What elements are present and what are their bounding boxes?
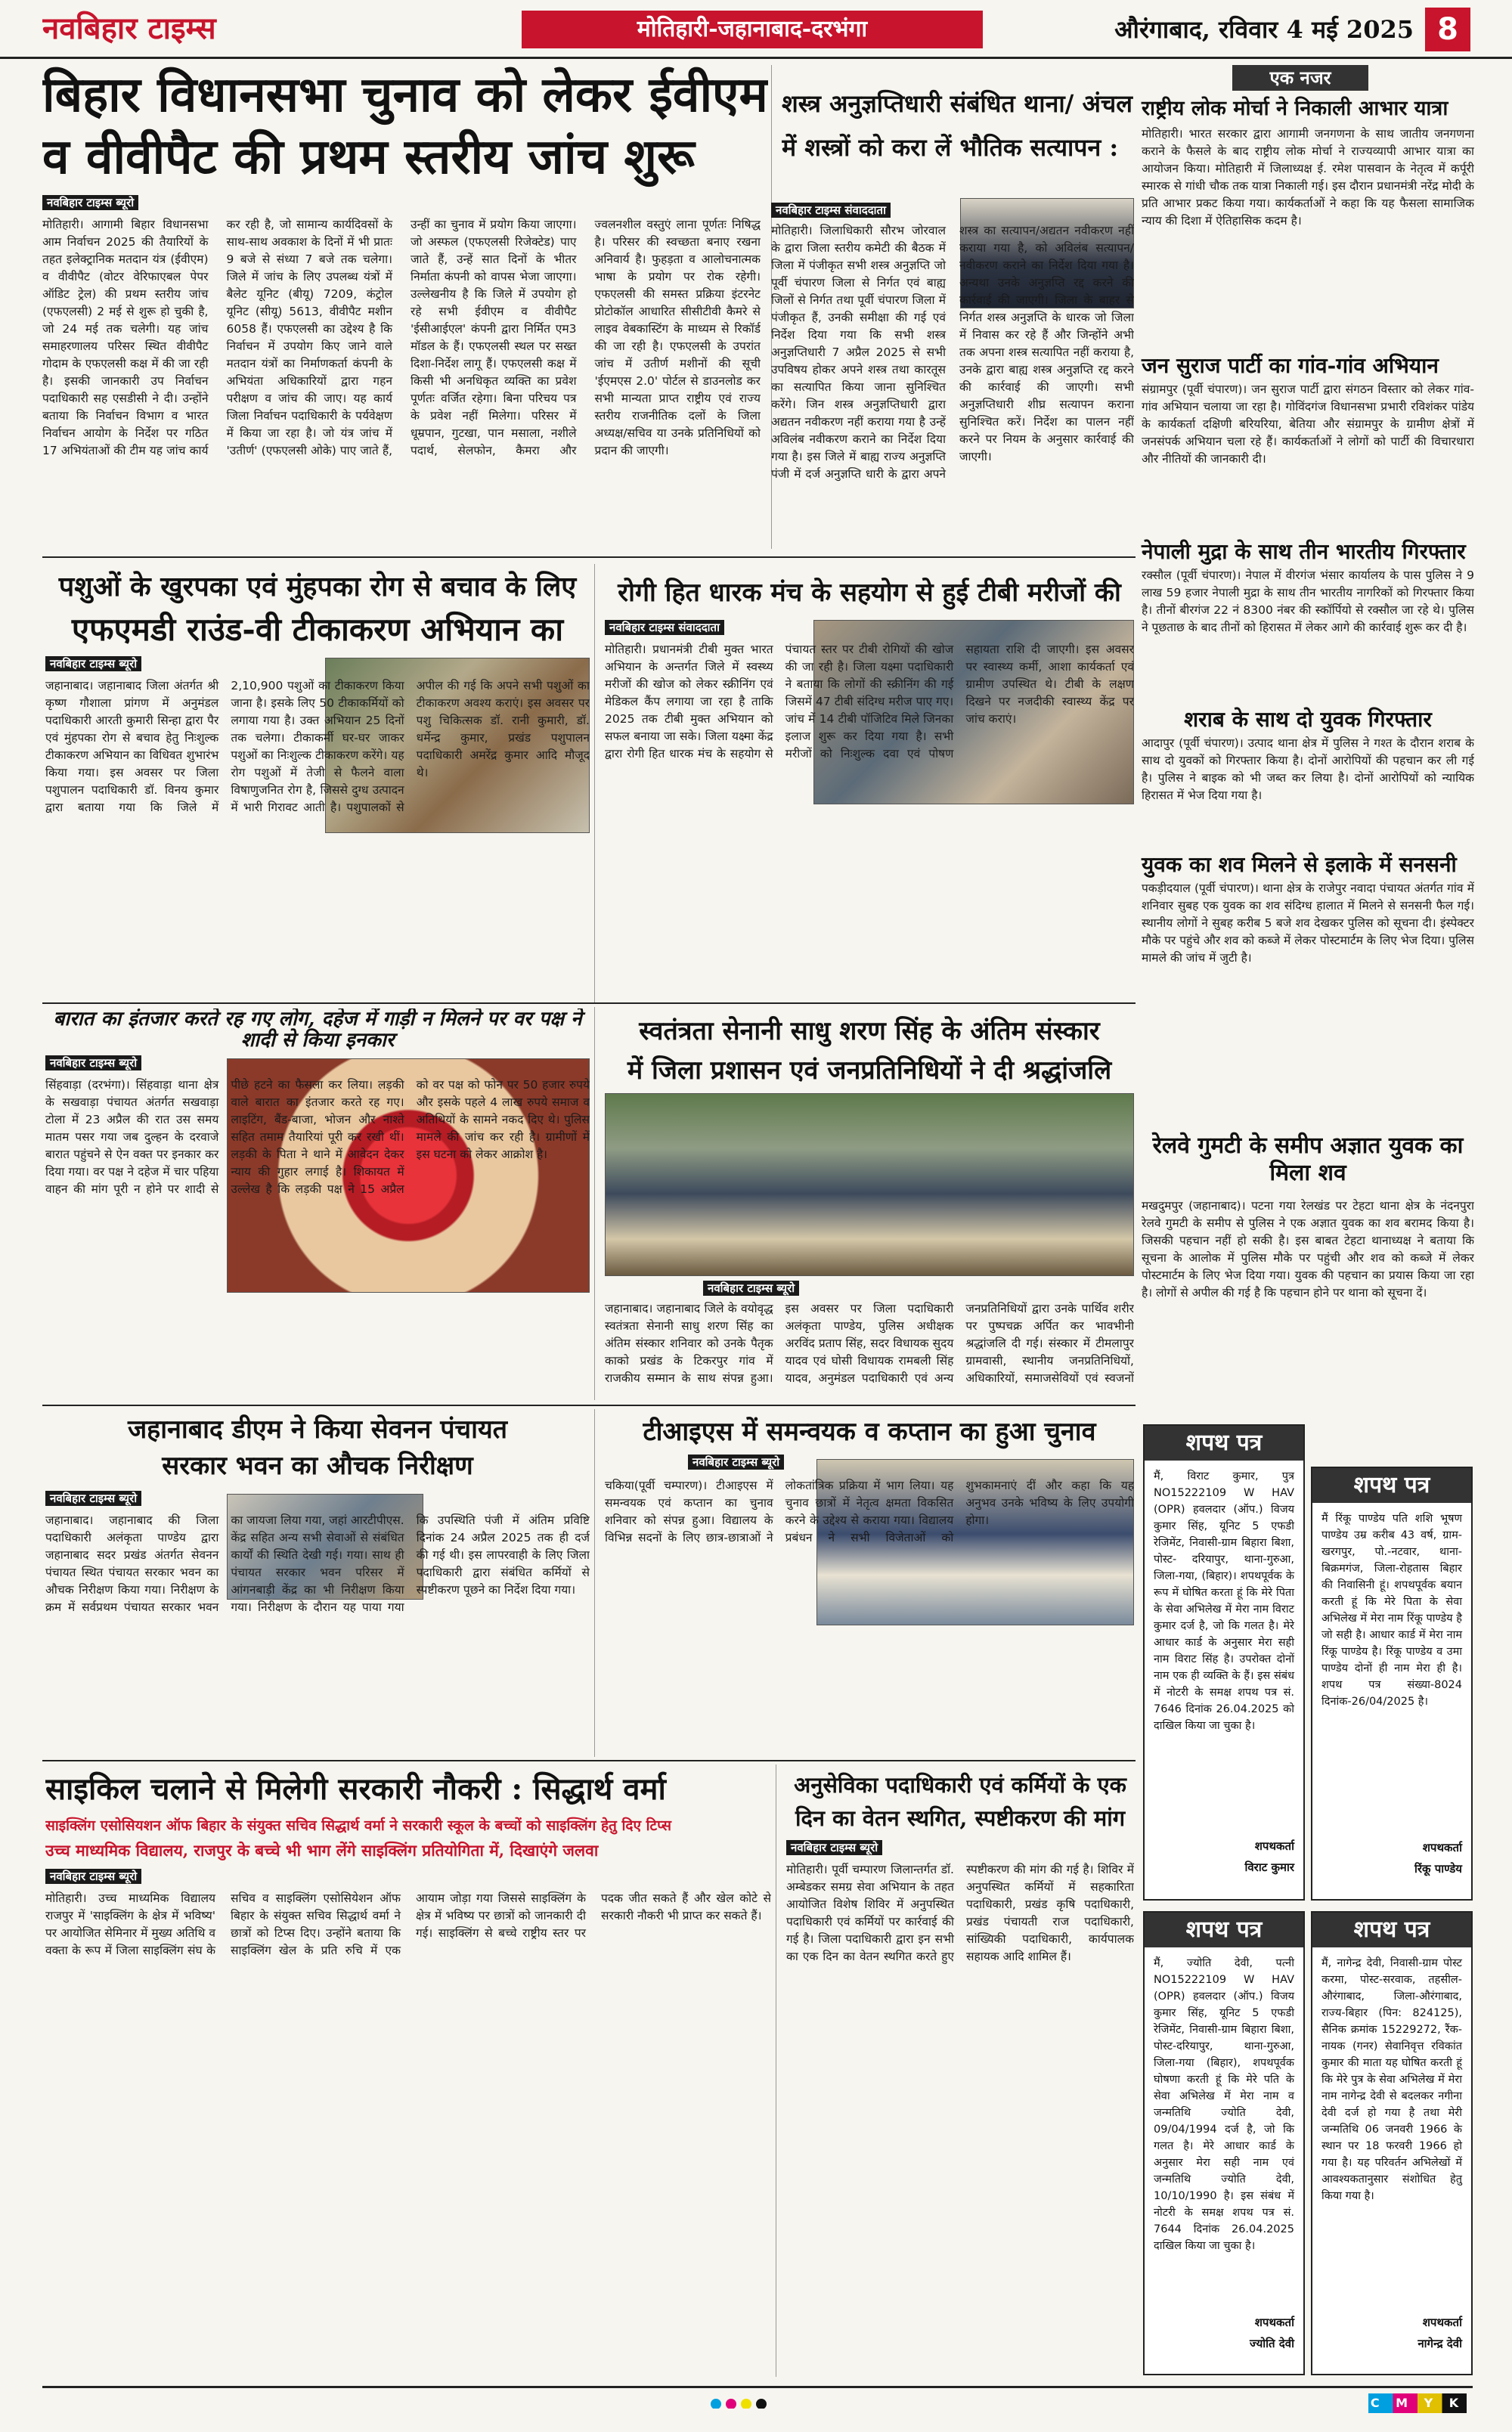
a10-headline-line1: अनुसेविका पदाधिकारी एवं कर्मियों के एक <box>794 1772 1126 1798</box>
s6-body: मखदुमपुर (जहानाबाद)। पटना गया रेलखंड पर टेहटा थाना क्षेत्र के नंदनपुरा रेलवे गुमटी के समीप से पुलिस ने एक अज्ञात युवक का शव बरामद किया है। जिसकी पहचान नहीं हो सकी है। इस बाबत टेहटा थानाध्यक्ष ने बताया कि सूचना के आलोक में पुलिस मौके पर पहुंची और शव को कब्जे में लेकर पोस्टमार्टम के लिए भेज दिया गया। युवक की पहचान का प्रयास किया जा रहा है। लोगों से अपील की गई है कि पहचान होने पर थाना को सूचना दें। <box>1142 1199 1474 1300</box>
a9-subheadline-1: साइक्लिंग एसोसियशन ऑफ बिहार के संयुक्त सचिव सिद्धार्थ वर्मा ने सरकारी स्कूल के बच्चों को साइक्लिंग हेतु दिए टिप्स <box>45 1817 671 1834</box>
a2-headline-line2: में शस्त्रों को करा लें भौतिक सत्यापन : <box>782 133 1119 162</box>
divider <box>42 1002 1136 1004</box>
s1-body: मोतिहारी। भारत सरकार द्वारा आगामी जनगणना के साथ जातीय जनगणना कराने के फैसले के बाद राष्ट्रीय लोक मोर्चा ने राज्यव्यापी आभार यात्रा का आयोजन किया। मोतिहारी में जिलाध्यक्ष ई. रमेश पासवान के नेतृत्व में कर्पूरी स्मारक से गांधी चौक तक यात्रा निकाली गई। इस दौरान प्रधानमंत्री नरेंद्र मोदी के प्रति आभार प्रकट किया गया। कार्यकर्ताओं ने कहा कि यह फैसला सामाजिक न्याय की दिशा में ऐतिहासिक कदम है। <box>1142 127 1474 228</box>
affidavit-title: शपथ पत्र <box>1312 1913 1471 1947</box>
a2-headline-line1: शस्त्र अनुज्ञप्तिधारी संबंधित थाना/ अंचल <box>782 89 1132 118</box>
masthead-editions: मोतिहारी-जहानाबाद-दरभंगा <box>522 11 983 48</box>
affidavit-text: मैं, नागेन्द्र देवी, निवासी-ग्राम पोस्ट करमा, पोस्ट-सरवाक, तहसील-औरंगाबाद, जिला-औरंगाबाद, राज्य-बिहार (पिन: 824125), सैनिक क्रमांक 15229272, रैंक-नायक (गनर) सेवानिवृत्त रविकांत कुमार की माता यह घोषित करती हूं कि मेरे पुत्र के सेवा अभिलेख में मेरा नाम नागेन्द्र देवी से बदलकर नगीना देवी दर्ज हो गया है तथा मेरी जन्मतिथि 06 जनवरी 1966 के स्थान पर 18 फरवरी 1966 हो गया है। यह परिवर्तन अभिलेखों में आवश्यकतानुसार संशोधित हेतु किया गया है। <box>1321 1957 1462 2202</box>
a1-headline-line2: व वीवीपैट की प्रथम स्तरीय जांच शुरू <box>42 129 695 185</box>
masthead <box>0 0 1512 59</box>
a7-headline-line1: जहानाबाद डीएम ने किया सेवनन पंचायत <box>127 1414 508 1445</box>
divider <box>42 1405 1136 1406</box>
affidavit-notice-4 <box>1311 1911 1473 2375</box>
cmyk-label: C M Y K <box>1368 2393 1467 2413</box>
affidavit-notice-2 <box>1311 1467 1473 1901</box>
a3-headline-line1: पशुओं के खुरपका एवं मुंहपका रोग से बचाव के लिए <box>58 571 577 603</box>
affidavit-text: मैं रिंकू पाण्डेय पति शशि भूषण पाण्डेय उम्र करीब 43 वर्ष, ग्राम-खरगपुर, पो.-नटवार, थाना-बिक्रमगंज, जिला-रोहतास बिहार की निवासिनी हूं। शपथपूर्वक बयान करती हूं कि मेरे पिता के सेवा अभिलेख में मेरा नाम रिंकू पाण्डेय है जो सही है। आधार कार्ड में मेरा नाम रिंकू पाण्डेय है। रिंकू पाण्डेय व उमा पाण्डेय दोनों ही नाम मेरा ही है। शपथ पत्र संख्या-8024 दिनांक-26/04/2025 है। <box>1321 1513 1462 1708</box>
affidavit-sig-label: शपथकर्ता <box>1422 2316 1462 2329</box>
a3-byline: नवबिहार टाइम्स ब्यूरो <box>45 656 219 674</box>
divider <box>42 556 1136 558</box>
a3-body: जहानाबाद। जहानाबाद जिला अंतर्गत श्री कृष्ण गौशाला प्रांगण में अनुमंडल पदाधिकारी आरती कुमारी सिन्हा द्वारा पैर एवं मुंहपका रोग से बचाव हेतु निःशुल्क टीकाकरण अभियान का विधिवत शुभारंभ किया गया। इस अवसर पर जिला पशुपालन पदाधिकारी डॉ. विनय कुमार द्वारा बताया गया कि जिले में 2,10,900 पशुओं का टीकाकरण किया जाना है। इसके लिए 50 टीकाकर्मियों को लगाया गया है। उक्त अभियान 25 दिनों तक चलेगा। टीकाकर्मी घर-घर जाकर पशुओं का निःशुल्क टीकाकरण करेंगे। यह रोग पशुओं में तेजी से फैलने वाला विषाणुजनित रोग है, जिससे दुग्ध उत्पादन में भारी गिरावट आती है। पशुपालकों से अपील की गई कि अपने सभी पशुओं का टीकाकरण अवश्य कराएं। इस अवसर पर पशु चिकित्सक डॉ. रानी कुमारी, डॉ. धर्मेन्द्र कुमार, प्रखंड पशुपालन पदाधिकारी अमरेंद्र कुमार आदि मौजूद थे। <box>45 679 590 814</box>
a8-body: चकिया(पूर्वी चम्पारण)। टीआइएस में समन्वयक एवं कप्तान का चुनाव शनिवार को संपन्न हुआ। विद्यालय के विभिन्न सदनों के लिए छात्र-छात्राओं ने लोकतांत्रिक प्रक्रिया में भाग लिया। यह चुनाव छात्रों में नेतृत्व क्षमता विकसित करने के उद्देश्य से कराया गया। विद्यालय प्रबंधन ने सभी विजेताओं को शुभकामनाएं दीं और कहा कि यह अनुभव उनके भविष्य के लिए उपयोगी होगा। <box>605 1479 1134 1544</box>
a10-headline-line2: दिन का वेतन स्थगित, स्पष्टीकरण की मांग <box>795 1805 1126 1831</box>
masthead-dateline: औरंगाबाद, रविवार 4 मई 2025 <box>1114 15 1414 44</box>
a5-body: सिंहवाड़ा (दरभंगा)। सिंहवाड़ा थाना क्षेत्र के सखवाड़ा पंचायत अंतर्गत सखवाड़ा टोला में 23 अप्रैल की रात उस समय मातम पसर गया जब दुल्हन के दरवाजे बारात पहुंचने से ऐन वक्त पर इनकार कर दिया गया। वर पक्ष ने दहेज में चार पहिया वाहन की मांग पूरी न होने पर शादी से पीछे हटने का फैसला कर लिया। लड़की वाले बारात का इंतजार करते रह गए। लाइटिंग, बैंड-बाजा, भोजन और नाश्ते सहित तमाम तैयारियां पूरी कर रखी थीं। लड़की के पिता ने थाने में आवेदन देकर न्याय की गुहार लगाई है। शिकायत में उल्लेख है कि लड़की पक्ष ने 15 अप्रैल को वर पक्ष को फोन पर 50 हजार रुपये और इसके पहले 4 लाख रुपये समाज व अतिथियों के सामने नकद दिए थे। पुलिस मामले की जांच कर रही है। ग्रामीणों में इस घटना को लेकर आक्रोश है। <box>45 1078 590 1196</box>
masthead-paper-name: नवबिहार टाइम्स <box>42 11 216 46</box>
registration-marks <box>711 2398 801 2409</box>
a9-byline: नवबिहार टाइम्स ब्यूरो <box>45 1869 219 1887</box>
s3-body: रक्सौल (पूर्वी चंपारण)। नेपाल में वीरगंज भंसार कार्यालय के पास पुलिस ने 9 लाख 59 हजार नेपाली मुद्रा के साथ तीन भारतीय नागरिकों को गिरफ्तार किया है। तीनों बीरगंज 22 नं 8300 नंबर की स्कॉर्पियो से रक्सौल जा रहे थे। पुलिस ने पूछताछ के बाद तीनों को हिरासत में लेकर आगे की कार्रवाई शुरू कर दी है। <box>1142 568 1474 634</box>
s5-body: पकड़ीदयाल (पूर्वी चंपारण)। थाना क्षेत्र के राजेपुर नवादा पंचायत अंतर्गत गांव में शनिवार सुबह एक युवक का शव संदिग्ध हालात में मिलने से सनसनी फैल गई। स्थानीय लोगों ने सुबह करीब 5 बजे शव देखकर पुलिस को सूचना दी। इंस्पेक्टर मौके पर पहुंचे और शव को कब्जे में लेकर पोस्टमार्टम के लिए भेज दिया। पुलिस मामले की जांच में जुटी है। <box>1142 881 1474 965</box>
affidavit-notice-3 <box>1143 1911 1305 2375</box>
affidavit-title: शपथ पत्र <box>1145 1913 1303 1947</box>
affidavit-signatory: विराट कुमार <box>1244 1860 1294 1874</box>
a4-byline: नवबिहार टाइम्स संवाददाता <box>605 620 801 638</box>
sidebar-label: एक नजर <box>1232 65 1368 91</box>
affidavit-sig-label: शपथकर्ता <box>1254 1839 1294 1853</box>
affidavit-notice-1 <box>1143 1424 1305 1901</box>
a7-body: जहानाबाद। जहानाबाद की जिला पदाधिकारी अलंकृता पाण्डेय द्वारा जहानाबाद सदर प्रखंड अंतर्गत सेवनन पंचायत स्थित पंचायत सरकार भवन का औचक निरीक्षण किया गया। निरीक्षण के क्रम में सर्वप्रथम पंचायत सरकार भवन का जायजा लिया गया, जहां आरटीपीएस. केंद्र सहित अन्य सभी सेवाओं से संबंधित कार्यों की स्थिति देखी गई। गया। साथ ही पंचायत सरकार भवन परिसर में आंगनबाड़ी केंद्र का भी निरीक्षण किया गया। निरीक्षण के दौरान यह पाया गया कि उपस्थिति पंजी में अंतिम प्रविष्टि दिनांक 24 अप्रैल 2025 तक ही दर्ज की गई थी। इस लापरवाही के लिए जिला पदाधिकारी द्वारा संबंधित कर्मियों से स्पष्टीकरण पूछने का निर्देश दिया गया। <box>45 1513 590 1614</box>
a3-headline-line2: एफएमडी राउंड-वी टीकाकरण अभियान का <box>71 611 564 648</box>
a9-headline: साइकिल चलाने से मिलेगी सरकारी नौकरी : सिद्धार्थ वर्मा <box>45 1771 666 1807</box>
a2-byline: नवबिहार टाइम्स संवाददाता <box>771 203 968 221</box>
a7-byline: नवबिहार टाइम्स ब्यूरो <box>45 1491 219 1509</box>
footer-rule <box>42 2386 1473 2388</box>
s5-headline: युवक का शव मिलने से इलाके में सनसनी <box>1142 852 1457 877</box>
a6-byline: नवबिहार टाइम्स ब्यूरो <box>703 1281 885 1299</box>
affidavit-title: शपथ पत्र <box>1145 1426 1303 1461</box>
s2-body: संग्रामपुर (पूर्वी चंपारण)। जन सुराज पार्टी द्वारा संगठन विस्तार को लेकर गांव-गांव अभियान चलाया जा रहा है। गोविंदगंज विधानसभा प्रभारी रविशंकर पांडेय के कार्यकर्ता दक्षिणी बरियरिया, बेतिया और संग्रामपुर के ग्रामीण क्षेत्रों में जनसंपर्क अभियान चला रहे हैं। कार्यकर्ताओं ने लोगों को पार्टी की विचारधारा और नीतियों की जानकारी दी। <box>1142 383 1474 466</box>
s3-headline: नेपाली मुद्रा के साथ तीन भारतीय गिरफ्तार <box>1142 539 1466 564</box>
divider <box>594 1409 595 1757</box>
a1-body: मोतिहारी। आगामी बिहार विधानसभा आम निर्वाचन 2025 की तैयारियों के तहत इलेक्ट्रानिक मतदान यंत्र (ईवीएम) व वीवीपैट (वोटर वेरिफाएबल पेपर ऑडिट ट्रेल) की प्रथम स्तरीय जांच (एफएलसी) 2 मई से शुरू हो चुकी है, जो 24 मई तक चलेगी। यह जांच समाहरणालय परिसर स्थित वीवीपैट गोदाम के एफएलसी कक्ष में की जा रही है। इसकी जानकारी उप निर्वाचन पदाधिकारी सह एसडीसी ने दी। उन्होंने बताया कि निर्वाचन विभाग व भारत निर्वाचन आयोग के निर्देश पर गठित 17 अभियंताओं की टीम यह जांच कार्य कर रही है, जो सामान्य कार्यदिवसों के साथ-साथ अवकाश के दिनों में भी प्रातः 9 बजे से संध्या 7 बजे तक चलेगा। जिले में जांच के लिए उपलब्ध यंत्रों में बैलेट यूनिट (बीयू) 7209, कंट्रोल यूनिट (सीयू) 5613, वीवीपैट मशीन 6058 हैं। एफएलसी का उद्देश्य है कि निर्वाचन में उपयोग किए जाने वाले मतदान यंत्रों का निर्माणकर्ता कंपनी के अभियंता अधिकारियों द्वारा गहन परीक्षण व जांच की जाए। यह कार्य जिला निर्वाचन पदाधिकारी के पर्यवेक्षण में किया जा रहा है। जो यंत्र जांच में 'उतीर्ण' (एफएलसी ओके) पाए जाते हैं, उन्हीं का चुनाव में प्रयोग किया जाएगा। जो अस्फल (एफएलसी रिजेक्टेड) पाए जाते हैं, उन्हें सात दिनों के भीतर निर्माता कंपनी को वापस भेजा जाएगा। उल्लेखनीय है कि जिले में उपयोग हो रहे सभी ईवीएम व वीवीपैट 'ईसीआईएल' कंपनी द्वारा निर्मित एम3 मॉडल के हैं। एफएलसी स्थल पर सख्त दिशा-निर्देश लागू हैं। एफएलसी कक्ष में किसी भी अनधिकृत व्यक्ति का प्रवेश पूर्णतः वर्जित रहेगा। बिना परिचय पत्र के प्रवेश नहीं मिलेगा। परिसर में धूम्रपान, गुटखा, पान मसाला, नशीले पदार्थ, सेलफोन, कैमरा और ज्वलनशील वस्तुएं लाना पूर्णतः निषिद्ध है। परिसर की स्वच्छता बनाए रखना अनिवार्य है। फुहड़ता व आलोचनात्मक भाषा के प्रयोग पर रोक रहेगी। एफएलसी की समस्त प्रक्रिया इंटरनेट प्रोटोकॉल आधारित सीसीटीवी कैमरे से लाइव वेबकास्टिंग के माध्यम से रिकॉर्ड की जा रही है। एफएलसी के उपरांत जांच में उतीर्ण मशीनों की सूची 'ईएमएस 2.0' पोर्टल से डाउनलोड कर सभी मान्यता प्राप्त राष्ट्रीय एवं राज्य स्तरीय राजनीतिक दलों के जिला अध्यक्ष/सचिव या उनके प्रतिनिधियों को प्रदान की जाएगी। <box>42 218 761 457</box>
affidavit-text: मैं, ज्योति देवी, पत्नी NO15222109 W HAV (OPR) हवलदार (ऑप.) विजय कुमार सिंह, यूनिट 5 एफडी रेजिमेंट, निवासी-ग्राम बिहारा बिशा, पोस्ट-दरियापुर, थाना-गुरुआ, जिला-गया (बिहार), शपथपूर्वक घोषणा करती हूं कि मेरे पति के सेवा अभिलेख में मेरा नाम व जन्मतिथि ज्योति देवी, 09/04/1994 दर्ज है, जो कि गलत है। मेरे आधार कार्ड के अनुसार मेरा सही नाम एवं जन्मतिथि ज्योति देवी, 10/10/1990 है। इस संबंध में नोटरी के समक्ष शपथ पत्र सं. 7644 दिनांक 26.04.2025 दाखिल किया जा चुका है। <box>1154 1957 1294 2252</box>
a1-byline: नवबिहार टाइम्स ब्यूरो <box>42 195 224 213</box>
a8-headline: टीआइएस में समन्वयक व कप्तान का हुआ चुनाव <box>643 1417 1096 1447</box>
s2-headline: जन सुराज पार्टी का गांव-गांव अभियान <box>1142 353 1439 378</box>
affidavit-title: शपथ पत्र <box>1312 1468 1471 1503</box>
a1-headline-line1: बिहार विधानसभा चुनाव को लेकर ईवीएम <box>42 67 768 123</box>
s6-headline: रेलवे गुमटी के समीप अज्ञात युवक का मिला शव <box>1152 1132 1464 1186</box>
affidavit-signatory: रिंकू पाण्डेय <box>1414 1862 1462 1876</box>
a2-body: मोतिहारी। जिलाधिकारी सौरभ जोरवाल के द्वारा जिला स्तरीय कमेटी की बैठक में जिला में पंजीकृत सभी शस्त्र अनुज्ञप्ति जो पूर्वी चंपारण जिला से निर्गत एवं बाह्य जिलों से निर्गत तथा पूर्वी चंपारण जिला में पंजीकृत हैं, उनकी समीक्षा की गई एवं निर्देश दिया गया कि सभी शस्त्र अनुज्ञप्तिधारी 7 अप्रैल 2025 से सभी उपविषय होकर अपने शस्त्र तथा कारतूस का सत्यापित किया जाना सुनिश्चित करेंगे। जिन शस्त्र अनुज्ञप्तिधारी द्वारा अद्यतन नवीकरण नहीं कराया गया है उन्हें अविलंब नवीकरण कराने का निर्देश दिया गया है। इस जिले में बाह्य राज्य अनुज्ञप्ति पंजी में दर्ज अनुज्ञप्ति धारी के द्वारा अपने शस्त्र का सत्यापन/अद्यतन नवीकरण नहीं कराया गया है, को अविलंब सत्यापन/नवीकरण कराने का निर्देश दिया गया है। अन्यथा उनके अनुज्ञप्ति रद्द करने की कार्रवाई की जाएगी। जिला के बाहर से निर्गत शस्त्र अनुज्ञप्ति के धारक जो जिला में निवास कर रहे हैं और जिन्होंने अभी तक अपना शस्त्र सत्यापित नहीं कराया है, उनके द्वारा बाह्य शस्त्र अनुज्ञप्ति रद्द करने की कार्रवाई की जाएगी। सभी अनुज्ञप्तिधारी शीघ्र सत्यापन कराना सुनिश्चित करें। निर्देश का पालन नहीं करने पर नियम के अनुसार कार्रवाई की जाएगी। <box>771 224 1134 481</box>
s4-headline: शराब के साथ दो युवक गिरफ्तार <box>1184 707 1432 732</box>
divider <box>42 1760 1136 1761</box>
s4-body: आदापुर (पूर्वी चंपारण)। उत्पाद थाना क्षेत्र में पुलिस ने गश्त के दौरान शराब के साथ दो युवकों को गिरफ्तार किया है। दोनों आरोपियों की पहचान कर ली गई है। पुलिस ने बाइक को भी जब्त कर लिया है। दोनों आरोपियों को न्यायिक हिरासत में भेज दिया गया है। <box>1142 736 1474 802</box>
affidavit-signatory: नागेन्द्र देवी <box>1418 2337 1462 2350</box>
a4-headline: रोगी हित धारक मंच के सहयोग से हुई टीबी मरीजों की <box>618 578 1121 608</box>
divider <box>594 564 595 1002</box>
a5-headline: बारात का इंतजार करते रह गए लोग, दहेज में गाड़ी न मिलने पर वर पक्ष ने शादी से किया इनकार <box>53 1008 582 1051</box>
affidavit-sig-label: शपथकर्ता <box>1422 1841 1462 1854</box>
a9-body: मोतिहारी। उच्च माध्यमिक विद्यालय राजपुर में 'साइक्लिंग के क्षेत्र में भविष्य' पर आयोजित सेमिनार में मुख्य अतिथि व वक्ता के रूप में जिला साइक्लिंग संघ के सचिव व साइक्लिंग एसोसियेशन ऑफ बिहार के संयुक्त सचिव सिद्धार्थ वर्मा ने छात्रों को टिप्स दिए। उन्होंने बताया कि साइक्लिंग खेल के प्रति रुचि में एक आयाम जोड़ा गया जिससे साइक्लिंग के क्षेत्र में भविष्य पर छात्रों को जानकारी दी गई। साइक्लिंग से बच्चे राष्ट्रीय स्तर पर पदक जीत सकते हैं और खेल कोटे से सरकारी नौकरी भी प्राप्त कर सकते हैं। <box>45 1891 771 1957</box>
a4-body: मोतिहारी। प्रधानमंत्री टीबी मुक्त भारत अभियान के अन्तर्गत जिले में स्वस्थ्य मरीजों की खोज को लेकर स्क्रीनिंग एवं मेडिकल कैंप लगाया जा रहा है ताकि 2025 तक टीबी मुक्त अभियान को सफल बनाया जा सके। जिला यक्ष्मा केंद्र द्वारा रोगी हित धारक मंच के सहयोग से पंचायत स्तर पर टीबी रोगियों की खोज की जा रही है। जिला यक्ष्मा पदाधिकारी ने बताया कि लोगों की स्क्रीनिंग की गई जिसमें 47 टीबी संदिग्ध मरीज पाए गए। जांच में 14 टीबी पॉजिटिव मिले जिनका इलाज शुरू कर दिया गया है। सभी मरीजों को निःशुल्क दवा एवं पोषण सहायता राशि दी जाएगी। इस अवसर पर स्वास्थ्य कर्मी, आशा कार्यकर्ता एवं ग्रामीण उपस्थित थे। टीबी के लक्षण दिखने पर नजदीकी स्वास्थ्य केंद्र पर जांच कराएं। <box>605 643 1134 761</box>
a7-headline-line2: सरकार भवन का औचक निरीक्षण <box>162 1451 473 1481</box>
funeral-photo <box>605 1093 1134 1276</box>
a5-byline: नवबिहार टाइम्स ब्यूरो <box>45 1055 219 1073</box>
a10-byline: नवबिहार टाइम्स ब्यूरो <box>786 1840 968 1858</box>
a9-subheadline-2: उच्च माध्यमिक विद्यालय, राजपुर के बच्चे भी भाग लेंगे साइक्लिंग प्रतियोगिता में, दिखाएंगे जलवा <box>45 1841 599 1860</box>
divider <box>594 1007 595 1400</box>
affidavit-sig-label: शपथकर्ता <box>1254 2316 1294 2329</box>
affidavit-signatory: ज्योति देवी <box>1249 2337 1294 2350</box>
s1-headline: राष्ट्रीय लोक मोर्चा ने निकाली आभार यात्रा <box>1142 97 1448 120</box>
masthead-page-number: 8 <box>1425 8 1470 51</box>
a8-byline: नवबिहार टाइम्स ब्यूरो <box>688 1455 869 1473</box>
a10-body: मोतिहारी। पूर्वी चम्पारण जिलान्तर्गत डॉ. अम्बेडकर समग्र सेवा अभियान के तहत आयोजित विशेष शिविर में अनुपस्थित पदाधिकारी एवं कर्मियों पर कार्रवाई की गई है। जिला पदाधिकारी द्वारा इन सभी का एक दिन का वेतन स्थगित करते हुए स्पष्टीकरण की मांग की गई है। शिविर में अनुपस्थित कर्मियों में सहकारिता पदाधिकारी, प्रखंड कृषि पदाधिकारी, प्रखंड पंचायती राज पदाधिकारी, सांख्यिकी पदाधिकारी, कार्यपालक सहायक आदि शामिल हैं। <box>786 1863 1134 1963</box>
affidavit-text: मैं, विराट कुमार, पुत्र NO15222109 W HAV (OPR) हवलदार (ऑप.) विजय कुमार सिंह, यूनिट 5 एफडी रेजिमेंट, निवासी-ग्राम बिहारा बिशा, पोस्ट- दरियापुर, थाना-गुरुआ, जिला-गया, (बिहार)। शपथपूर्वक के रूप में घोषित करता हूं कि मेरे पिता के सेवा अभिलेख में मेरा नाम विराट कुमार दर्ज है, जो कि गलत है। मेरे आधार कार्ड के अनुसार मेरा सही नाम विराट सिंह है। उपरोक्त दोनों नाम एक ही व्यक्ति के हैं। इस संबंध में नोटरी के समक्ष शपथ पत्र सं. 7646 दिनांक 26.04.2025 को दाखिल किया जा चुका है। <box>1154 1470 1294 1732</box>
a6-headline-line1: स्वतंत्रता सेनानी साधु शरण सिंह के अंतिम संस्कार <box>639 1016 1100 1046</box>
a6-headline-line2: में जिला प्रशासन एवं जनप्रतिनिधियों ने दी श्रद्धांजलि <box>627 1055 1112 1086</box>
a6-body: जहानाबाद। जहानाबाद जिले के वयोवृद्ध स्वतंत्रता सेनानी साधु शरण सिंह का अंतिम संस्कार शनिवार को उनके पैतृक काको प्रखंड के टिकरपुर गांव में राजकीय सम्मान के साथ संपन्न हुआ। इस अवसर पर जिला पदाधिकारी अलंकृता पाण्डेय, पुलिस अधीक्षक अरविंद प्रताप सिंह, सदर विधायक सुदय यादव एवं घोसी विधायक रामबली सिंह यादव, अनुमंडल पदाधिकारी एवं अन्य जनप्रतिनिधियों द्वारा उनके पार्थिव शरीर पर पुष्पचक्र अर्पित कर भावभीनी श्रद्धांजलि दी गई। संस्कार में टीमलापुर ग्रामवासी, स्थानीय जनप्रतिनिधियों, अधिकारियों, समाजसेवियों एवं स्वजनों <box>605 1302 1134 1385</box>
